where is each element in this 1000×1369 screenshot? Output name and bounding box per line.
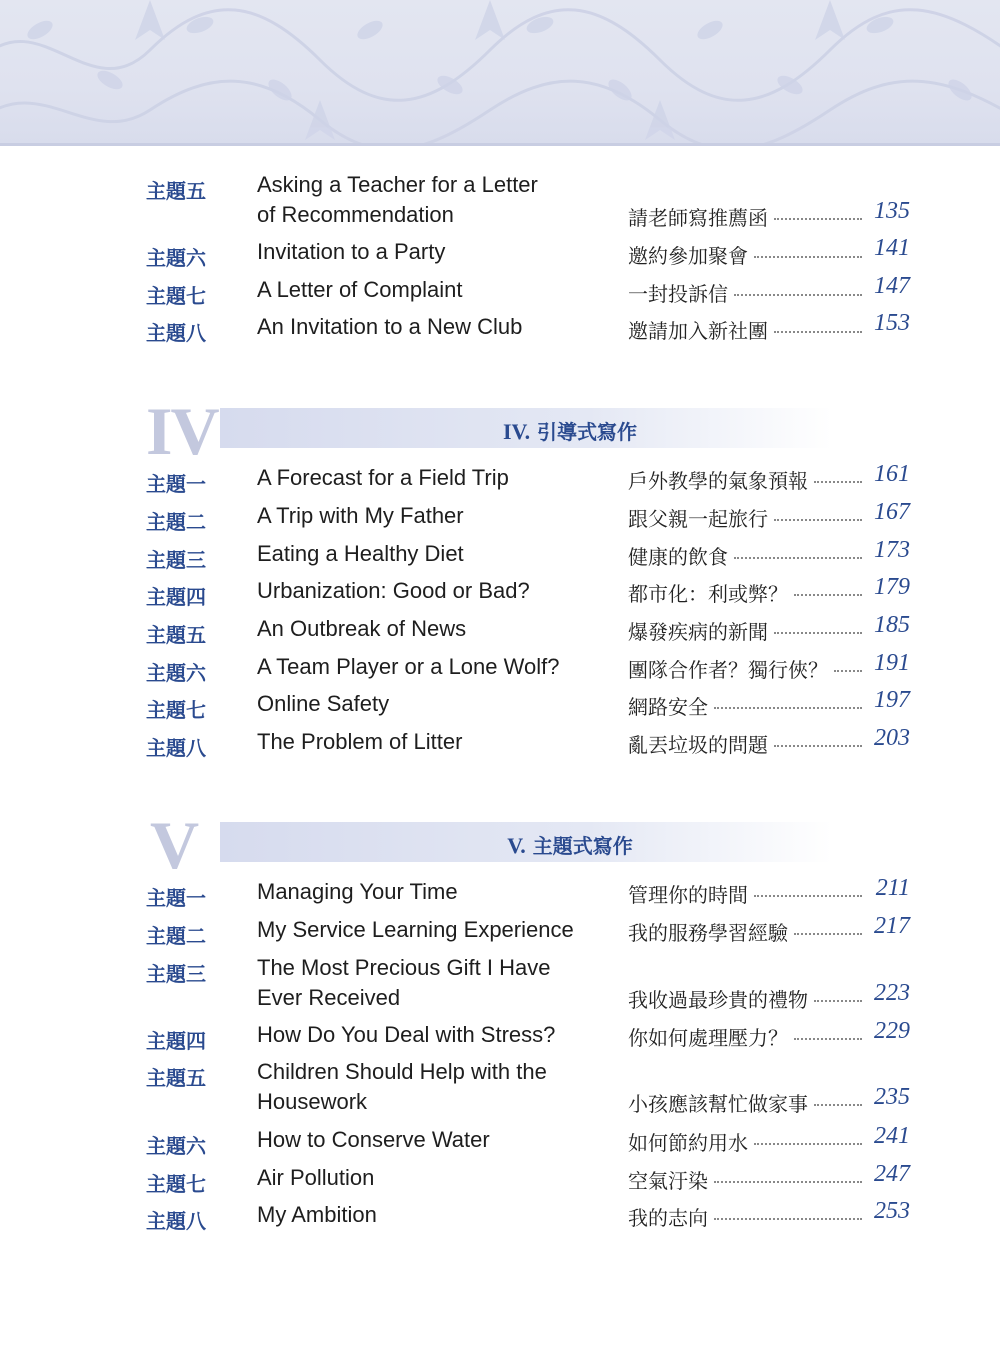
entry-chinese-title <box>628 1202 868 1231</box>
page-number: 211 <box>875 875 910 901</box>
entry-chinese-title <box>628 315 868 344</box>
entry-chinese-title <box>628 729 868 758</box>
page-number: 229 <box>874 1018 910 1044</box>
dot-leader <box>814 1000 862 1002</box>
entry-chinese-title <box>628 691 868 720</box>
page-number: 141 <box>874 235 910 261</box>
entry-chinese-title <box>628 616 868 645</box>
page-number: 197 <box>874 687 910 713</box>
entry-title: How to Conserve Water <box>257 1127 490 1152</box>
section-numeral: IV <box>146 393 218 469</box>
entry-chinese-title <box>628 240 868 269</box>
page-number: 235 <box>874 1084 910 1110</box>
dot-leader <box>774 218 862 220</box>
entry-chinese-title <box>628 278 868 307</box>
entry-title: Asking a Teacher for a Letter of Recommendation <box>257 172 538 227</box>
entry-chinese-text: 團隊合作者？獨行俠？ <box>628 658 828 682</box>
entry-title: A Team Player or a Lone Wolf? <box>257 654 560 679</box>
entry-chinese-title <box>628 1088 868 1117</box>
page-number: 153 <box>874 310 910 336</box>
entry-chinese-title <box>628 578 868 607</box>
theme-label: 主題五 <box>146 179 206 203</box>
page-number: 185 <box>874 612 910 638</box>
theme-label: 主題五 <box>146 623 206 647</box>
section-heading-bar <box>220 822 832 862</box>
dot-leader <box>754 895 862 897</box>
entry-title: My Ambition <box>257 1202 377 1227</box>
entry-chinese-title <box>628 1165 868 1194</box>
entry-title: Urbanization: Good or Bad? <box>257 578 530 603</box>
section-numeral: V <box>150 807 198 883</box>
theme-label: 主題六 <box>146 661 206 685</box>
entry-chinese-title <box>628 541 868 570</box>
entry-chinese-title <box>628 917 868 946</box>
entry-title: My Service Learning Experience <box>257 917 574 942</box>
dot-leader <box>814 481 862 483</box>
entry-title: Managing Your Time <box>257 879 458 904</box>
theme-label: 主題六 <box>146 246 206 270</box>
entry-chinese-title <box>628 654 868 683</box>
theme-label: 主題四 <box>146 585 206 609</box>
entry-chinese-title <box>628 503 868 532</box>
banner-divider <box>0 143 1000 146</box>
section-heading-bar <box>220 408 832 448</box>
entry-chinese-title <box>628 879 868 908</box>
entry-title: Air Pollution <box>257 1165 375 1190</box>
page-number: 247 <box>874 1161 910 1187</box>
entry-chinese-title <box>628 202 868 231</box>
theme-label: 主題七 <box>146 284 206 308</box>
entry-chinese-text: 請老師寫推薦函 <box>628 206 768 230</box>
section-heading-roman: V. <box>507 833 526 858</box>
page-number: 179 <box>874 574 910 600</box>
entry-chinese-text: 都市化：利或弊？ <box>628 582 788 606</box>
page-number: 223 <box>874 980 910 1006</box>
entry-chinese-text: 邀約參加聚會 <box>628 244 748 268</box>
entry-chinese-text: 健康的飲食 <box>628 545 728 569</box>
toc-entry[interactable] <box>0 312 1000 376</box>
section-heading-text: 引導式寫作 <box>537 420 638 444</box>
page-number: 253 <box>874 1198 910 1224</box>
page-number: 147 <box>874 273 910 299</box>
theme-label: 主題二 <box>146 510 206 534</box>
entry-chinese-title <box>628 1127 868 1156</box>
theme-label: 主題七 <box>146 698 206 722</box>
entry-chinese-text: 跟父親一起旅行 <box>628 507 768 531</box>
section-heading <box>220 416 920 445</box>
dot-leader <box>754 256 862 258</box>
theme-label: 主題六 <box>146 1134 206 1158</box>
entry-chinese-text: 爆發疾病的新聞 <box>628 620 768 644</box>
dot-leader <box>734 557 862 559</box>
dot-leader <box>714 1181 862 1183</box>
dot-leader <box>734 294 862 296</box>
page-number: 203 <box>874 725 910 751</box>
dot-leader <box>794 933 862 935</box>
entry-chinese-text: 我的志向 <box>628 1206 708 1230</box>
floral-pattern-icon <box>0 0 1000 145</box>
entry-title: An Invitation to a New Club <box>257 314 523 339</box>
entry-title: Children Should Help with the Housework <box>257 1059 547 1114</box>
page-number: 167 <box>874 499 910 525</box>
dot-leader <box>814 1104 862 1106</box>
theme-label: 主題一 <box>146 472 206 496</box>
entry-title: A Forecast for a Field Trip <box>257 465 509 490</box>
toc-entry[interactable] <box>0 1057 1000 1121</box>
entry-title: Online Safety <box>257 691 390 716</box>
dot-leader <box>794 594 862 596</box>
page-number: 241 <box>874 1123 910 1149</box>
dot-leader <box>714 1218 862 1220</box>
theme-label: 主題八 <box>146 1209 206 1233</box>
theme-label: 主題二 <box>146 924 206 948</box>
entry-title: How Do You Deal with Stress? <box>257 1022 556 1047</box>
entry-chinese-text: 網路安全 <box>628 695 708 719</box>
entry-title: The Problem of Litter <box>257 729 463 754</box>
theme-label: 主題七 <box>146 1172 206 1196</box>
page-number: 135 <box>874 198 910 224</box>
theme-label: 主題三 <box>146 548 206 572</box>
theme-label: 主題四 <box>146 1029 206 1053</box>
entry-chinese-text: 你如何處理壓力？ <box>628 1026 788 1050</box>
entry-chinese-text: 管理你的時間 <box>628 883 748 907</box>
toc-entry[interactable] <box>0 1200 1000 1264</box>
entry-title: A Letter of Complaint <box>257 277 463 302</box>
entry-chinese-text: 戶外教學的氣象預報 <box>628 469 808 493</box>
dot-leader <box>714 707 862 709</box>
decorative-banner <box>0 0 1000 145</box>
entry-chinese-title <box>628 984 868 1013</box>
theme-label: 主題三 <box>146 962 206 986</box>
theme-label: 主題五 <box>146 1066 206 1090</box>
page-number: 161 <box>874 461 910 487</box>
page-number: 217 <box>874 913 910 939</box>
entry-chinese-text: 我的服務學習經驗 <box>628 921 788 945</box>
toc-entry[interactable] <box>0 727 1000 791</box>
dot-leader <box>774 519 862 521</box>
dot-leader <box>754 1143 862 1145</box>
entry-title: An Outbreak of News <box>257 616 467 641</box>
theme-label: 主題八 <box>146 736 206 760</box>
toc-entry[interactable] <box>0 170 1000 234</box>
entry-title: A Trip with My Father <box>257 503 464 528</box>
section-heading <box>220 830 920 859</box>
theme-label: 主題八 <box>146 321 206 345</box>
dot-leader <box>774 331 862 333</box>
entry-chinese-text: 邀請加入新社團 <box>628 319 768 343</box>
entry-chinese-text: 空氣汙染 <box>628 1169 708 1193</box>
page-number: 173 <box>874 537 910 563</box>
entry-title: Eating a Healthy Diet <box>257 541 464 566</box>
section-heading-roman: IV. <box>502 419 531 444</box>
entry-chinese-text: 小孩應該幫忙做家事 <box>628 1092 808 1116</box>
entry-chinese-text: 一封投訴信 <box>628 282 728 306</box>
entry-title: The Most Precious Gift I Have Ever Received <box>257 955 551 1010</box>
section-heading-text: 主題式寫作 <box>532 834 633 858</box>
dot-leader <box>794 1038 862 1040</box>
dot-leader <box>834 670 862 672</box>
dot-leader <box>774 632 862 634</box>
entry-chinese-title <box>628 465 868 494</box>
dot-leader <box>774 745 862 747</box>
entry-chinese-text: 亂丟垃圾的問題 <box>628 733 768 757</box>
entry-chinese-title <box>628 1022 868 1051</box>
theme-label: 主題一 <box>146 886 206 910</box>
page-number: 191 <box>874 650 910 676</box>
entry-title: Invitation to a Party <box>257 239 446 264</box>
entry-chinese-text: 如何節約用水 <box>628 1131 748 1155</box>
entry-chinese-text: 我收過最珍貴的禮物 <box>628 988 808 1012</box>
toc-entry[interactable] <box>0 953 1000 1017</box>
